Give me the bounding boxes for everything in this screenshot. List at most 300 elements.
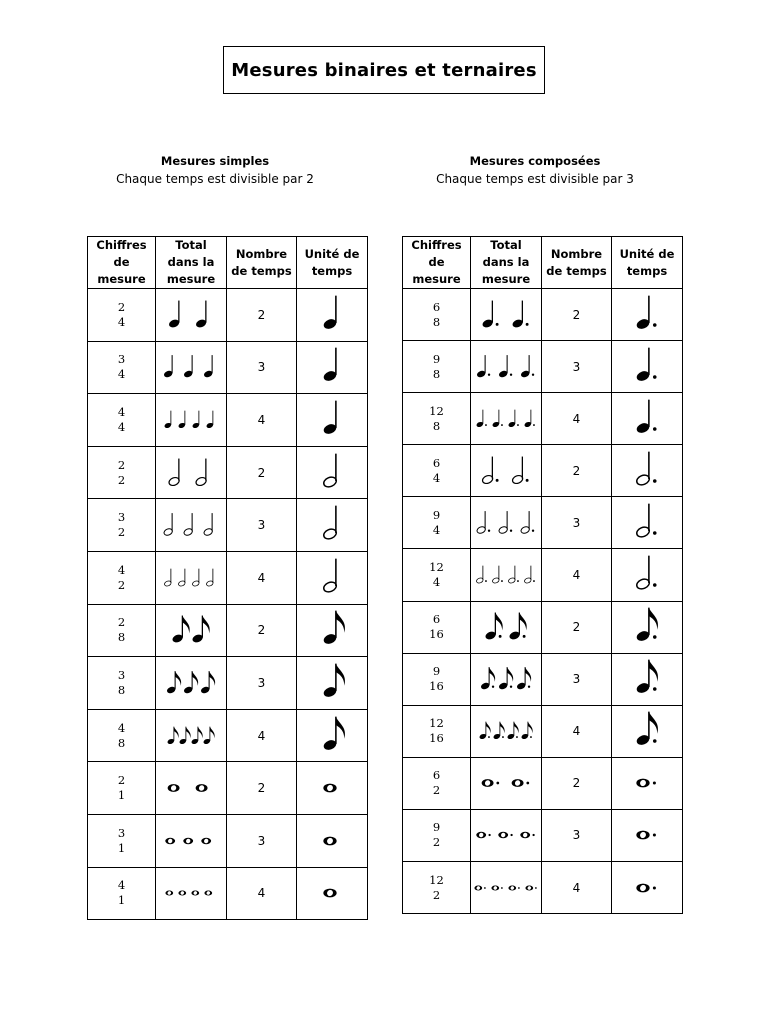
- beat-count: 3: [542, 341, 612, 393]
- time-signature: [433, 768, 440, 798]
- column-header: [88, 237, 156, 289]
- eighth-note-icon: [203, 726, 215, 744]
- table-row: [403, 601, 683, 653]
- measure-total-cell: [471, 341, 542, 393]
- beat-count: 3: [227, 657, 297, 710]
- time-signature-denominator: 2: [432, 783, 441, 798]
- time-signature-cell: [403, 341, 471, 393]
- time-signature-cell: [403, 705, 471, 757]
- table-row: [88, 867, 368, 920]
- time-signature-numerator: 12: [429, 872, 444, 887]
- table-row: [403, 445, 683, 497]
- time-signature-denominator: 2: [117, 472, 126, 487]
- measure-total-cell: [156, 394, 227, 447]
- table-row: [403, 497, 683, 549]
- measure-total-cell: [156, 657, 227, 710]
- quarter-note-icon: [508, 409, 519, 427]
- time-signature-cell: [403, 862, 471, 914]
- whole-note-icon: [636, 831, 656, 840]
- beat-unit-cell: [612, 289, 683, 341]
- time-signature-cell: [403, 393, 471, 445]
- time-signature-cell: [88, 604, 156, 657]
- beat-unit-cell: [612, 445, 683, 497]
- half-note-icon: [635, 504, 656, 539]
- column-header-line: de temps: [231, 263, 292, 278]
- time-signature-numerator: 2: [117, 457, 126, 472]
- column-header-line: Total: [175, 238, 207, 252]
- quarter-note-icon: [203, 355, 213, 378]
- time-signature-cell: [88, 446, 156, 499]
- section-title: Mesures composées: [469, 154, 601, 168]
- time-signature-denominator: 1: [117, 788, 126, 803]
- table-row: [403, 341, 683, 393]
- beat-unit-cell: [612, 393, 683, 445]
- time-signature-numerator: 2: [117, 615, 126, 630]
- time-signature-denominator: 8: [432, 418, 441, 433]
- time-signature: [433, 300, 440, 330]
- beat-count: 3: [542, 497, 612, 549]
- eighth-note-icon: [183, 671, 198, 694]
- table-row: [88, 762, 368, 815]
- quarter-note-icon: [520, 355, 534, 378]
- time-signature: [118, 563, 125, 593]
- eighth-note-icon: [171, 616, 189, 644]
- measure-total-cell: [156, 867, 227, 920]
- quarter-note-icon: [492, 409, 503, 427]
- whole-note-icon: [498, 832, 512, 838]
- whole-note-icon: [168, 784, 180, 792]
- table-row: [88, 341, 368, 394]
- whole-note-icon: [204, 891, 212, 896]
- eighth-note-icon: [322, 716, 345, 751]
- time-signature-numerator: 12: [429, 716, 444, 731]
- half-note-icon: [508, 566, 519, 584]
- table-row: [88, 709, 368, 762]
- time-signature: [118, 668, 125, 698]
- measure-total-cell: [471, 549, 542, 601]
- column-header-line: mesure: [412, 272, 461, 286]
- beat-count: 4: [227, 551, 297, 604]
- header-row: [88, 237, 368, 289]
- beat-count: 2: [227, 289, 297, 342]
- half-note-icon: [492, 566, 503, 584]
- page-title: Mesures binaires et ternaires: [231, 59, 537, 81]
- eighth-note-icon: [507, 722, 519, 740]
- column-header-line: Unité de: [304, 246, 360, 261]
- quarter-note-icon: [322, 348, 337, 383]
- measure-total-cell: [471, 497, 542, 549]
- table-row: [403, 757, 683, 809]
- whole-note-icon: [323, 784, 336, 793]
- eighth-note-icon: [516, 667, 531, 690]
- eighth-note-icon: [166, 671, 181, 694]
- beat-count: 4: [542, 393, 612, 445]
- table-row: [88, 551, 368, 604]
- time-signature-denominator: 8: [432, 366, 441, 381]
- eighth-note-icon: [635, 660, 658, 695]
- time-signature-numerator: 3: [117, 352, 126, 367]
- time-signature-numerator: 4: [117, 404, 126, 419]
- time-signature-numerator: 6: [432, 768, 441, 783]
- beat-unit-cell: [297, 709, 368, 762]
- whole-note-icon: [474, 885, 485, 890]
- compound-meters-table: [402, 236, 683, 914]
- time-signature-cell: [403, 653, 471, 705]
- time-signature: [429, 716, 444, 746]
- whole-note-icon: [512, 779, 530, 787]
- time-signature-denominator: 8: [432, 314, 441, 329]
- time-signature-numerator: 9: [432, 664, 441, 679]
- beat-unit-cell: [612, 809, 683, 861]
- time-signature-cell: [88, 657, 156, 710]
- quarter-note-icon: [183, 355, 193, 378]
- time-signature: [118, 458, 125, 488]
- whole-note-icon: [323, 836, 336, 845]
- time-signature-cell: [88, 762, 156, 815]
- whole-note-icon: [525, 885, 536, 890]
- time-signature-denominator: 2: [117, 525, 126, 540]
- measure-total-cell: [471, 393, 542, 445]
- quarter-note-icon: [322, 401, 337, 436]
- measure-total-cell: [471, 601, 542, 653]
- time-signature-denominator: 4: [432, 470, 441, 485]
- beat-unit-cell: [297, 867, 368, 920]
- time-signature: [429, 664, 444, 694]
- beat-unit-cell: [297, 604, 368, 657]
- quarter-note-icon: [163, 355, 173, 378]
- column-header-line: de: [428, 255, 445, 269]
- time-signature-cell: [403, 289, 471, 341]
- half-note-icon: [192, 568, 200, 586]
- time-signature: [429, 560, 444, 590]
- half-note-icon: [322, 558, 337, 593]
- time-signature-numerator: 9: [432, 820, 441, 835]
- column-header: [471, 237, 542, 289]
- beat-unit-cell: [297, 394, 368, 447]
- time-signature-numerator: 9: [432, 507, 441, 522]
- time-signature-denominator: 4: [117, 419, 126, 434]
- whole-note-icon: [520, 832, 534, 838]
- eighth-note-icon: [479, 722, 491, 740]
- table-row: [403, 862, 683, 914]
- measure-total-cell: [471, 809, 542, 861]
- column-header-line: temps: [311, 263, 353, 278]
- eighth-note-icon: [480, 667, 495, 690]
- time-signature-numerator: 6: [432, 455, 441, 470]
- column-header-line: dans la: [167, 255, 215, 269]
- time-signature-cell: [88, 814, 156, 867]
- time-signature: [118, 721, 125, 751]
- measure-total-cell: [471, 705, 542, 757]
- time-signature: [118, 300, 125, 330]
- time-signature-cell: [403, 497, 471, 549]
- time-signature-numerator: 12: [429, 560, 444, 575]
- half-note-icon: [481, 456, 498, 484]
- time-signature-denominator: 16: [429, 679, 444, 694]
- beat-unit-cell: [612, 341, 683, 393]
- whole-note-icon: [201, 838, 211, 844]
- beat-count: 2: [542, 445, 612, 497]
- column-header-line: temps: [626, 263, 668, 278]
- time-signature-cell: [88, 341, 156, 394]
- time-signature: [118, 615, 125, 645]
- quarter-note-icon: [476, 409, 487, 427]
- beat-unit-cell: [297, 814, 368, 867]
- time-signature-numerator: 12: [429, 403, 444, 418]
- time-signature-numerator: 6: [432, 612, 441, 627]
- time-signature-cell: [88, 394, 156, 447]
- column-header-line: Unité de: [619, 246, 675, 261]
- half-note-icon: [511, 456, 528, 484]
- half-note-icon: [168, 458, 181, 486]
- table-row: [88, 814, 368, 867]
- quarter-note-icon: [476, 355, 490, 378]
- time-signature: [429, 612, 444, 642]
- whole-note-icon: [636, 883, 656, 892]
- eighth-note-icon: [521, 722, 533, 740]
- measure-total-cell: [156, 762, 227, 815]
- beat-count: 4: [542, 862, 612, 914]
- beat-unit-cell: [612, 653, 683, 705]
- time-signature-cell: [403, 601, 471, 653]
- table-row: [88, 499, 368, 552]
- measure-total-cell: [471, 653, 542, 705]
- time-signature-denominator: 8: [117, 682, 126, 697]
- half-note-icon: [206, 568, 214, 586]
- quarter-note-icon: [168, 300, 181, 328]
- half-note-icon: [476, 566, 487, 584]
- half-note-icon: [476, 511, 490, 534]
- column-header-line: de temps: [546, 263, 607, 278]
- table-row: [403, 549, 683, 601]
- beat-unit-cell: [612, 705, 683, 757]
- table-row: [88, 289, 368, 342]
- time-signature-denominator: 4: [117, 367, 126, 382]
- quarter-note-icon: [481, 300, 498, 328]
- measure-total-cell: [156, 709, 227, 762]
- beat-unit-cell: [612, 601, 683, 653]
- quarter-note-icon: [635, 295, 656, 330]
- column-header-line: Chiffres: [411, 238, 462, 252]
- beat-count: 4: [227, 709, 297, 762]
- half-note-icon: [178, 568, 186, 586]
- quarter-note-icon: [635, 399, 656, 434]
- section-title: Mesures simples: [160, 154, 270, 168]
- table-row: [88, 394, 368, 447]
- beat-unit-cell: [297, 762, 368, 815]
- time-signature-denominator: 1: [117, 893, 126, 908]
- time-signature-cell: [403, 809, 471, 861]
- half-note-icon: [520, 511, 534, 534]
- half-note-icon: [164, 568, 172, 586]
- column-header-line: mesure: [97, 272, 146, 286]
- measure-total-cell: [156, 551, 227, 604]
- half-note-icon: [635, 556, 656, 591]
- time-signature-denominator: 2: [432, 835, 441, 850]
- eighth-note-icon: [322, 611, 345, 646]
- time-signature-numerator: 3: [117, 667, 126, 682]
- beat-count: 2: [227, 604, 297, 657]
- beat-unit-cell: [612, 862, 683, 914]
- quarter-note-icon: [322, 295, 337, 330]
- time-signature: [429, 873, 444, 903]
- half-note-icon: [203, 513, 213, 536]
- beat-count: 3: [227, 814, 297, 867]
- column-header-line: Chiffres: [96, 238, 147, 252]
- whole-note-icon: [508, 885, 519, 890]
- column-header-line: de: [113, 255, 130, 269]
- time-signature-numerator: 4: [117, 878, 126, 893]
- table-row: [403, 809, 683, 861]
- eighth-note-icon: [191, 616, 209, 644]
- time-signature-numerator: 4: [117, 562, 126, 577]
- eighth-note-icon: [635, 712, 658, 747]
- whole-note-icon: [178, 891, 186, 896]
- quarter-note-icon: [524, 409, 535, 427]
- quarter-note-icon: [178, 411, 186, 429]
- time-signature-numerator: 2: [117, 773, 126, 788]
- time-signature-denominator: 2: [432, 887, 441, 902]
- time-signature-denominator: 2: [117, 577, 126, 592]
- half-note-icon: [322, 453, 337, 488]
- column-header: [297, 237, 368, 289]
- time-signature-numerator: 9: [432, 351, 441, 366]
- eighth-note-icon: [493, 722, 505, 740]
- whole-note-icon: [165, 891, 173, 896]
- eighth-note-icon: [167, 726, 179, 744]
- table-row: [403, 289, 683, 341]
- time-signature: [118, 352, 125, 382]
- measure-total-cell: [156, 289, 227, 342]
- column-header: [403, 237, 471, 289]
- quarter-note-icon: [192, 411, 200, 429]
- time-signature-denominator: 8: [117, 735, 126, 750]
- table-row: [403, 705, 683, 757]
- measure-total-cell: [471, 289, 542, 341]
- eighth-note-icon: [191, 726, 203, 744]
- table-row: [403, 653, 683, 705]
- time-signature-denominator: 1: [117, 840, 126, 855]
- whole-note-icon: [196, 784, 208, 792]
- time-signature-cell: [88, 289, 156, 342]
- eighth-note-icon: [200, 671, 215, 694]
- whole-note-icon: [165, 838, 175, 844]
- column-header-line: Nombre: [235, 246, 288, 261]
- column-header-line: mesure: [166, 272, 216, 286]
- quarter-note-icon: [511, 300, 528, 328]
- time-signature-numerator: 4: [117, 720, 126, 735]
- time-signature-denominator: 4: [117, 314, 126, 329]
- whole-note-icon: [636, 779, 656, 788]
- quarter-note-icon: [206, 411, 214, 429]
- column-header-line: mesure: [481, 272, 531, 286]
- quarter-note-icon: [195, 300, 208, 328]
- quarter-note-icon: [635, 347, 656, 382]
- time-signature-denominator: 4: [432, 575, 441, 590]
- time-signature-cell: [88, 551, 156, 604]
- column-header: [156, 237, 227, 289]
- beat-unit-cell: [297, 446, 368, 499]
- eighth-note-icon: [635, 608, 658, 643]
- beat-unit-cell: [297, 341, 368, 394]
- measure-total-cell: [156, 814, 227, 867]
- header-row: [403, 237, 683, 289]
- beat-unit-cell: [612, 497, 683, 549]
- time-signature-numerator: 6: [432, 299, 441, 314]
- beat-count: 2: [227, 762, 297, 815]
- beat-unit-cell: [297, 289, 368, 342]
- time-signature: [118, 510, 125, 540]
- column-header: [227, 237, 297, 289]
- beat-count: 3: [542, 653, 612, 705]
- time-signature-denominator: 16: [429, 731, 444, 746]
- beat-count: 2: [542, 289, 612, 341]
- time-signature-cell: [88, 499, 156, 552]
- time-signature-numerator: 2: [117, 299, 126, 314]
- whole-note-icon: [323, 889, 336, 898]
- whole-note-icon: [191, 891, 199, 896]
- time-signature-cell: [88, 867, 156, 920]
- beat-count: 3: [227, 341, 297, 394]
- column-header: [542, 237, 612, 289]
- table-row: [88, 657, 368, 710]
- half-note-icon: [163, 513, 173, 536]
- half-note-icon: [195, 458, 208, 486]
- time-signature-cell: [88, 709, 156, 762]
- time-signature: [118, 773, 125, 803]
- beat-count: 2: [542, 757, 612, 809]
- table-row: [403, 393, 683, 445]
- eighth-note-icon: [508, 613, 526, 641]
- beat-count: 2: [227, 446, 297, 499]
- table-row: [88, 446, 368, 499]
- beat-unit-cell: [297, 657, 368, 710]
- quarter-note-icon: [164, 411, 172, 429]
- time-signature-numerator: 3: [117, 510, 126, 525]
- time-signature-numerator: 3: [117, 825, 126, 840]
- beat-count: 4: [542, 549, 612, 601]
- section-subtitle: Chaque temps est divisible par 2: [116, 172, 314, 186]
- time-signature: [118, 826, 125, 856]
- half-note-icon: [635, 451, 656, 486]
- beat-unit-cell: [612, 549, 683, 601]
- beat-count: 4: [227, 394, 297, 447]
- measure-total-cell: [471, 862, 542, 914]
- time-signature: [433, 352, 440, 382]
- time-signature: [118, 405, 125, 435]
- whole-note-icon: [482, 779, 500, 787]
- beat-count: 4: [227, 867, 297, 920]
- simple-meters-table: [87, 236, 368, 920]
- half-note-icon: [498, 511, 512, 534]
- time-signature-denominator: 16: [429, 627, 444, 642]
- section-heading-compound: [385, 152, 685, 188]
- whole-note-icon: [183, 838, 193, 844]
- section-subtitle: Chaque temps est divisible par 3: [436, 172, 634, 186]
- measure-total-cell: [156, 446, 227, 499]
- column-header-line: Total: [490, 238, 522, 252]
- half-note-icon: [322, 506, 337, 541]
- measure-total-cell: [471, 445, 542, 497]
- measure-total-cell: [156, 499, 227, 552]
- time-signature: [433, 820, 440, 850]
- table-row: [88, 604, 368, 657]
- section-heading-simple: [65, 152, 365, 188]
- time-signature: [429, 404, 444, 434]
- eighth-note-icon: [322, 664, 345, 699]
- time-signature: [118, 878, 125, 908]
- beat-count: 3: [227, 499, 297, 552]
